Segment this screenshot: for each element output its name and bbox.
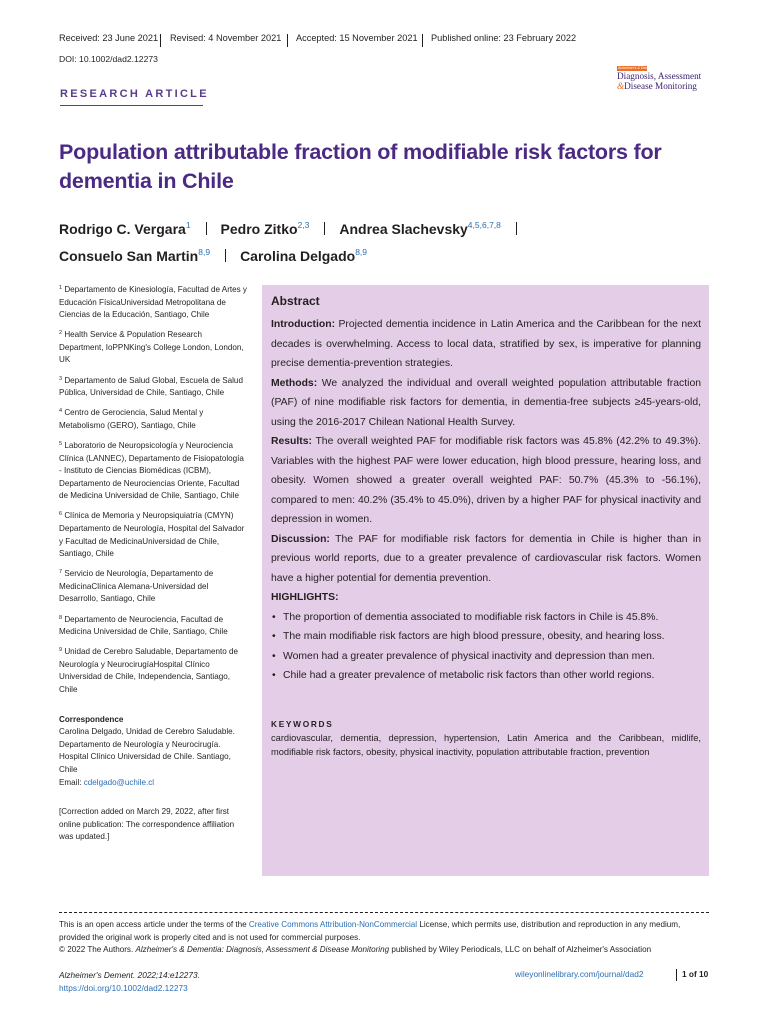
email-label: Email: [59,777,84,787]
received-date: Received: 23 June 2021 [59,33,159,43]
highlights-label: HIGHLIGHTS: [271,592,339,603]
doi-link[interactable]: https://doi.org/10.1002/dad2.12273 [59,983,188,993]
copyright-pre: © 2022 The Authors. [59,945,136,954]
affiliation-text: Servicio de Neurología, Departamento de MedicinaClínica Alemana-Universidad del Desarrollo, Santiago, Chile [59,569,214,604]
author-affil-ref[interactable]: 1 [185,220,191,230]
email-link[interactable]: cdelgado@uchile.cl [83,777,155,787]
affiliation-number: 6 [59,511,63,518]
published-date: Published online: 23 February 2022 [431,33,577,43]
affiliation [59,508,247,560]
highlights-list [271,608,701,686]
copyright-journal: Alzheimer's & Dementia: Diagnosis, Assessment & Disease Monitoring [135,945,390,954]
author-affil-ref[interactable]: 8,9 [355,247,368,257]
journal-logo-line1: Diagnosis, Assessment [617,71,702,81]
author[interactable] [339,214,501,241]
journal-logo-line2-text: Disease Monitoring [624,81,697,91]
affiliation-number: 4 [59,408,63,415]
affiliation-text: Departamento de Kinesiología, Facultad de Artes y Educación FísicaUniversidad Metropolitana de Ciencias de la Educación, Santiago, Chile [59,285,247,320]
author-name: Rodrigo C. Vergara [59,221,186,237]
correspondence-email [59,777,247,790]
journal-logo-badge: Alzheimer's & Dementia [618,66,657,70]
publication-dates [59,33,709,51]
copyright-statement [59,944,711,957]
journal-site-link[interactable]: wileyonlinelibrary.com/journal/dad2 [515,969,644,979]
author-separator [225,249,226,262]
author-affil-ref[interactable]: 4,5,6,7,8 [467,220,501,230]
license-post: License, which permits use, distribution and reproduction in any medium, provided the original work is properly cited and is not used for commercial purposes. [59,920,681,942]
license-statement [59,919,711,944]
discussion-label: Discussion: [271,533,330,545]
affiliation-number: 9 [59,647,63,654]
affiliation [59,282,247,322]
abstract-results [271,432,701,530]
keywords-text: cardiovascular, dementia, depression, hypertension, Latin America and the Caribbean, midlife, modifiable risk factors, obesity, physical inactivity, population attributable fraction, prevention [271,732,701,757]
affiliation [59,644,247,696]
affiliation-text: Departamento de Salud Global, Escuela de Salud Pública, Universidad de Chile, Santiago, Chile [59,375,243,398]
date-separator [422,34,423,47]
journal-logo [617,66,713,98]
introduction-label: Introduction: [271,319,336,330]
author[interactable] [221,214,310,241]
results-label: Results: [271,436,312,447]
author[interactable] [240,241,367,268]
license-link[interactable]: Creative Commons Attribution-NonCommercial [248,920,418,929]
footer-divider [59,912,709,913]
highlight-item: • Women had a greater prevalence of physical inactivity and depression than men. [271,647,701,667]
author[interactable] [59,241,210,268]
affiliations-column [59,282,247,844]
author[interactable] [59,214,191,241]
author-separator [324,222,325,235]
keywords-heading: KEYWORDS [271,718,334,729]
highlight-item: • The proportion of dementia associated to modifiable risk factors in Chile is 45.8%. [271,608,701,628]
license-pre: This is an open access article under the terms of the [59,920,249,929]
abstract-discussion [271,530,701,589]
journal-logo-amp: & [617,81,625,91]
article-type: RESEARCH ARTICLE [60,88,209,100]
abstract-heading: Abstract [271,294,320,308]
author-name: Andrea Slachevsky [339,221,468,237]
correction-note: [Correction added on March 29, 2022, after first online publication: The correspondence affiliation was updated.] [59,807,235,842]
affiliation-text: Laboratorio de Neuropsicología y Neurociencia Clínica (LANNEC), Departamento de Fisiopatología - Instituto de Ciencias Biomédicas (ICBM), Departamento de Neurociencias Oriente, Facultad de Medicina Universidad de Chile, Santiago, Chile [59,440,244,501]
discussion-text: The PAF for modifiable risk factors for dementia in Chile is higher than in previous world reports, due to a greater prevalence of cardiovascular risk factors. Women have a higher potential for dementia prevention. [271,533,701,584]
affiliation [59,438,247,503]
affiliation-number: 5 [59,440,63,447]
affiliation [59,327,247,367]
author-affil-ref[interactable]: 8,9 [198,247,211,257]
affiliation-number: 2 [59,330,63,337]
license-text [59,919,711,957]
highlight-item: • Chile had a greater prevalence of metabolic risk factors than other world regions. [271,666,701,686]
author-name: Carolina Delgado [240,248,356,264]
page-separator [676,969,677,981]
abstract-box [262,285,709,876]
affiliation-number: 7 [59,569,63,576]
author-affil-ref[interactable]: 2,3 [297,220,310,230]
author-separator [206,222,207,235]
correspondence-text: Carolina Delgado, Unidad de Cerebro Saludable. Departamento de Neurología y Neurocirugía. Hospital Clínico Universidad de Chile. Santiago, Chile [59,727,235,774]
journal-citation [59,969,200,995]
author-separator [516,222,517,235]
date-separator [160,34,161,47]
results-text: The overall weighted PAF for modifiable risk factors was 45.8% (42.2% to 49.3%). Variables with the highest PAF were lower education, high blood pressure, hearing loss, and obesity. Women showed a greater overall weighted PAF: 50.7% (45.3% to -56.1%), compared to men: 40.2% (35.4% to 45.0%), driven by a higher PAF for physical inactivity and depression in women. [271,436,701,525]
affiliation-text: Clínica de Memoria y Neuropsiquiatría (CMYN) Departamento de Neurología, Hospital del Salvador y Facultad de MedicinaUniversidad de Chile, Santiago, Chile [59,511,245,559]
author-name: Consuelo San Martin [59,248,199,264]
affiliation-text: Centro de Gerociencia, Salud Mental y Metabolismo (GERO), Santiago, Chile [59,408,204,430]
highlights-heading [271,588,701,608]
accepted-date: Accepted: 15 November 2021 [296,33,418,43]
affiliation-text: Health Service & Population Research Department, IoPPNKing's College London, London, UK [59,330,244,365]
affiliation-text: Departamento de Neurociencia, Facultad de Medicina Universidad de Chile, Santiago, Chile [59,614,228,637]
article-title: Population attributable fraction of modifiable risk factors for dementia in Chile [59,140,662,193]
page-number: 1 of 10 [682,969,709,979]
affiliation-number: 3 [59,375,63,382]
article-doi: DOI: 10.1002/dad2.12273 [59,54,158,64]
author-list [59,214,709,268]
citation-text: Alzheimer's Dement. 2022;14:e12273. [59,970,200,980]
methods-text: We analyzed the individual and overall weighted population attributable fraction (PAF) of nine modifiable risk factors for dementia, in dementia-free subjects ≥45-years-old, using the 2016-2017 Chilean National Health Survey. [271,377,701,428]
date-separator [287,34,288,47]
methods-label: Methods: [271,377,318,389]
abstract-introduction [271,315,701,374]
affiliation-number: 1 [59,285,63,291]
journal-logo-line2 [617,81,713,91]
article-type-underline [60,105,203,106]
copyright-post: published by Wiley Periodicals, LLC on behalf of Alzheimer's Association [389,945,652,954]
affiliation [59,612,247,639]
affiliation [59,373,247,400]
abstract-methods [271,374,701,433]
highlight-item: • The main modifiable risk factors are high blood pressure, obesity, and hearing loss. [271,627,701,647]
affiliation [59,405,247,432]
author-name: Pedro Zitko [220,221,298,237]
affiliation-number: 8 [59,614,63,621]
affiliation [59,566,247,606]
correspondence-heading: Correspondence [59,714,124,724]
introduction-text: Projected dementia incidence in Latin America and the Caribbean for the next decades is overwhelming. Access to local data, stratified by sex, is imperative for planning precise dementia-prevention strategies. [271,319,701,369]
revised-date: Revised: 4 November 2021 [170,33,282,43]
affiliation-text: Unidad de Cerebro Saludable, Departamento de Neurología y NeurocirugíaHospital Clínico Universidad de Chile, Independencia, Santiago, Chile [59,647,238,695]
